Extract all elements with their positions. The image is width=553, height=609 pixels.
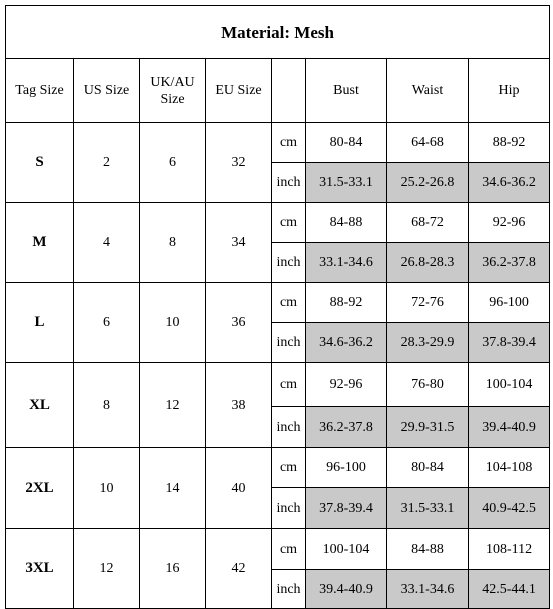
size-tag: XL <box>6 363 74 448</box>
waist-cm-cell: 80-84 <box>387 448 469 488</box>
bust-cm-cell: 84-88 <box>306 203 387 243</box>
header-us-size: US Size <box>74 59 140 123</box>
unit-label: inch <box>272 323 306 363</box>
size-eu: 38 <box>206 363 272 448</box>
size-uk-au: 8 <box>140 203 206 283</box>
bust-inch-cell: 37.8-39.4 <box>306 488 387 529</box>
bust-inch-cell: 36.2-37.8 <box>306 407 387 448</box>
header-bust: Bust <box>306 59 387 123</box>
hip-cm-cell: 104-108 <box>469 448 550 488</box>
waist-inch-cell: 25.2-26.8 <box>387 163 469 203</box>
unit-label: inch <box>272 407 306 448</box>
size-tag: 2XL <box>6 448 74 529</box>
header-uk-au-line2: Size <box>160 91 185 107</box>
size-tag: L <box>6 283 74 363</box>
unit-label: inch <box>272 570 306 609</box>
bust-cm-cell: 96-100 <box>306 448 387 488</box>
header-uk-au-size <box>140 59 206 123</box>
hip-inch-cell: 42.5-44.1 <box>469 570 550 609</box>
size-row-cm <box>6 363 550 407</box>
hip-inch-cell: 39.4-40.9 <box>469 407 550 448</box>
unit-label: cm <box>272 448 306 488</box>
waist-inch-cell: 26.8-28.3 <box>387 243 469 283</box>
hip-cm-cell: 92-96 <box>469 203 550 243</box>
size-eu: 40 <box>206 448 272 529</box>
waist-cm-cell: 84-88 <box>387 529 469 570</box>
header-row <box>6 59 550 123</box>
hip-cm-cell: 88-92 <box>469 123 550 163</box>
size-us: 10 <box>74 448 140 529</box>
size-row-cm <box>6 283 550 323</box>
waist-cm-cell: 72-76 <box>387 283 469 323</box>
size-us: 12 <box>74 529 140 609</box>
size-uk-au: 6 <box>140 123 206 203</box>
hip-cm-cell: 100-104 <box>469 363 550 407</box>
unit-label: inch <box>272 243 306 283</box>
size-tag: M <box>6 203 74 283</box>
header-eu-size: EU Size <box>206 59 272 123</box>
hip-inch-cell: 34.6-36.2 <box>469 163 550 203</box>
chart-title: Material: Mesh <box>6 6 550 59</box>
size-us: 2 <box>74 123 140 203</box>
size-us: 4 <box>74 203 140 283</box>
unit-label: cm <box>272 123 306 163</box>
header-hip: Hip <box>469 59 550 123</box>
size-uk-au: 12 <box>140 363 206 448</box>
unit-label: cm <box>272 203 306 243</box>
bust-cm-cell: 80-84 <box>306 123 387 163</box>
waist-inch-cell: 33.1-34.6 <box>387 570 469 609</box>
unit-label: cm <box>272 283 306 323</box>
unit-label: cm <box>272 529 306 570</box>
unit-label: cm <box>272 363 306 407</box>
size-chart-table <box>5 5 550 609</box>
hip-cm-cell: 108-112 <box>469 529 550 570</box>
size-us: 6 <box>74 283 140 363</box>
size-row-cm <box>6 123 550 163</box>
size-uk-au: 16 <box>140 529 206 609</box>
bust-cm-cell: 92-96 <box>306 363 387 407</box>
waist-inch-cell: 29.9-31.5 <box>387 407 469 448</box>
hip-inch-cell: 37.8-39.4 <box>469 323 550 363</box>
header-waist: Waist <box>387 59 469 123</box>
bust-inch-cell: 34.6-36.2 <box>306 323 387 363</box>
size-row-cm <box>6 529 550 570</box>
waist-inch-cell: 31.5-33.1 <box>387 488 469 529</box>
size-tag: S <box>6 123 74 203</box>
size-tag: 3XL <box>6 529 74 609</box>
hip-inch-cell: 36.2-37.8 <box>469 243 550 283</box>
size-uk-au: 10 <box>140 283 206 363</box>
size-eu: 32 <box>206 123 272 203</box>
waist-cm-cell: 64-68 <box>387 123 469 163</box>
unit-label: inch <box>272 163 306 203</box>
bust-cm-cell: 100-104 <box>306 529 387 570</box>
size-eu: 42 <box>206 529 272 609</box>
hip-inch-cell: 40.9-42.5 <box>469 488 550 529</box>
unit-label: inch <box>272 488 306 529</box>
header-uk-au-line1: UK/AU <box>150 74 195 90</box>
bust-inch-cell: 33.1-34.6 <box>306 243 387 283</box>
bust-inch-cell: 39.4-40.9 <box>306 570 387 609</box>
waist-cm-cell: 68-72 <box>387 203 469 243</box>
waist-inch-cell: 28.3-29.9 <box>387 323 469 363</box>
header-unit <box>272 59 306 123</box>
size-row-cm <box>6 448 550 488</box>
size-us: 8 <box>74 363 140 448</box>
bust-cm-cell: 88-92 <box>306 283 387 323</box>
waist-cm-cell: 76-80 <box>387 363 469 407</box>
hip-cm-cell: 96-100 <box>469 283 550 323</box>
size-uk-au: 14 <box>140 448 206 529</box>
size-row-cm <box>6 203 550 243</box>
size-eu: 34 <box>206 203 272 283</box>
size-chart <box>5 5 549 605</box>
header-tag-size: Tag Size <box>6 59 74 123</box>
size-eu: 36 <box>206 283 272 363</box>
bust-inch-cell: 31.5-33.1 <box>306 163 387 203</box>
